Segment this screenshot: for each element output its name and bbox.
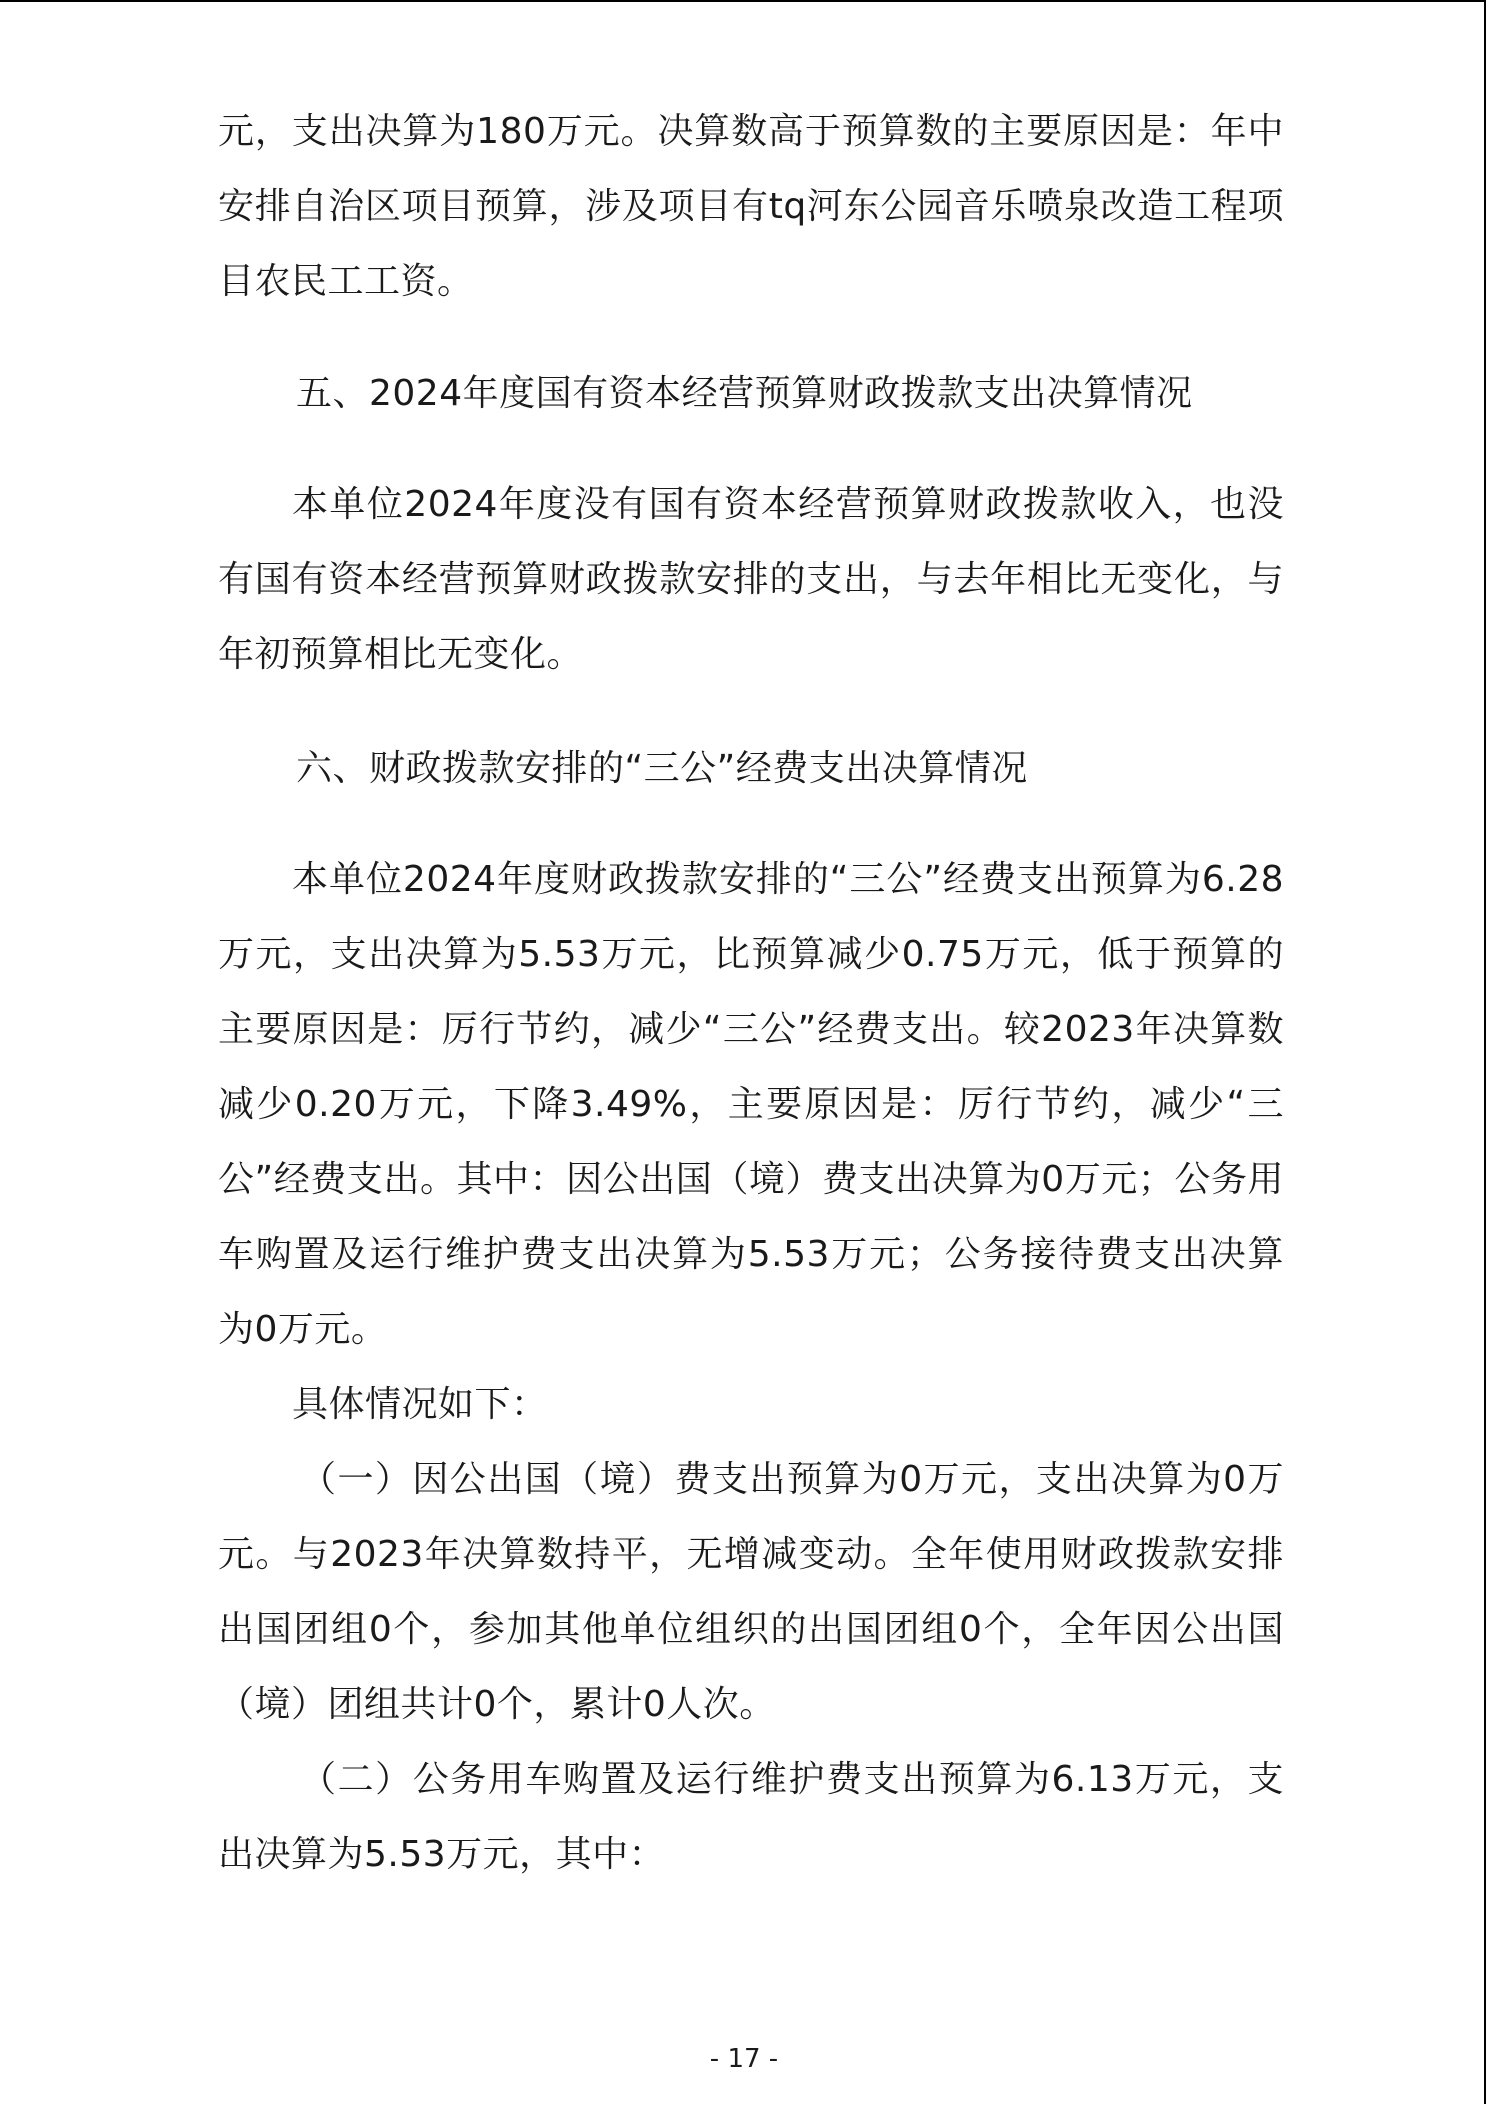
spacer [218, 431, 1284, 467]
spacer [218, 806, 1284, 842]
section-heading-5: 五、2024年度国有资本经营预算财政拨款支出决算情况 [296, 373, 1193, 414]
detail-item-2: （二）公务用车购置及运行维护费支出预算为6.13万元，支出决算为5.53万元，其中： [218, 1759, 1284, 1875]
document-body [218, 94, 1284, 1892]
details-intro: 具体情况如下： [292, 1384, 548, 1425]
section-6-paragraph: 本单位2024年度财政拨款安排的“三公”经费支出预算为6.28万元，支出决算为5.53万元，比预算减少0.75万元，低于预算的主要原因是：厉行节约，减少“三公”经费支出。较2023年决算数减少0.20万元，下降3.49%，主要原因是：厉行节约，减少“三公”经费支出。其中：因公出国（境）费支出决算为0万元；公务用车购置及运行维护费支出决算为5.53万元；公务接待费支出决算为0万元。 [218, 859, 1284, 1350]
carryover-paragraph: 元，支出决算为180万元。决算数高于预算数的主要原因是：年中安排自治区项目预算，涉及项目有tq河东公园音乐喷泉改造工程项目农民工工资。 [218, 111, 1284, 302]
section-heading-6: 六、财政拨款安排的“三公”经费支出决算情况 [296, 748, 1028, 789]
spacer [218, 319, 1284, 356]
page-number: - 17 - [709, 2044, 779, 2074]
spacer [218, 692, 1284, 731]
section-5-paragraph: 本单位2024年度没有国有资本经营预算财政拨款收入，也没有国有资本经营预算财政拨款安排的支出，与去年相比无变化，与年初预算相比无变化。 [218, 484, 1284, 675]
detail-item-1: （一）因公出国（境）费支出预算为0万元，支出决算为0万元。与2023年决算数持平，无增减变动。全年使用财政拨款安排出国团组0个，参加其他单位组织的出国团组0个，全年因公出国（境）团组共计0个，累计0人次。 [218, 1459, 1284, 1725]
